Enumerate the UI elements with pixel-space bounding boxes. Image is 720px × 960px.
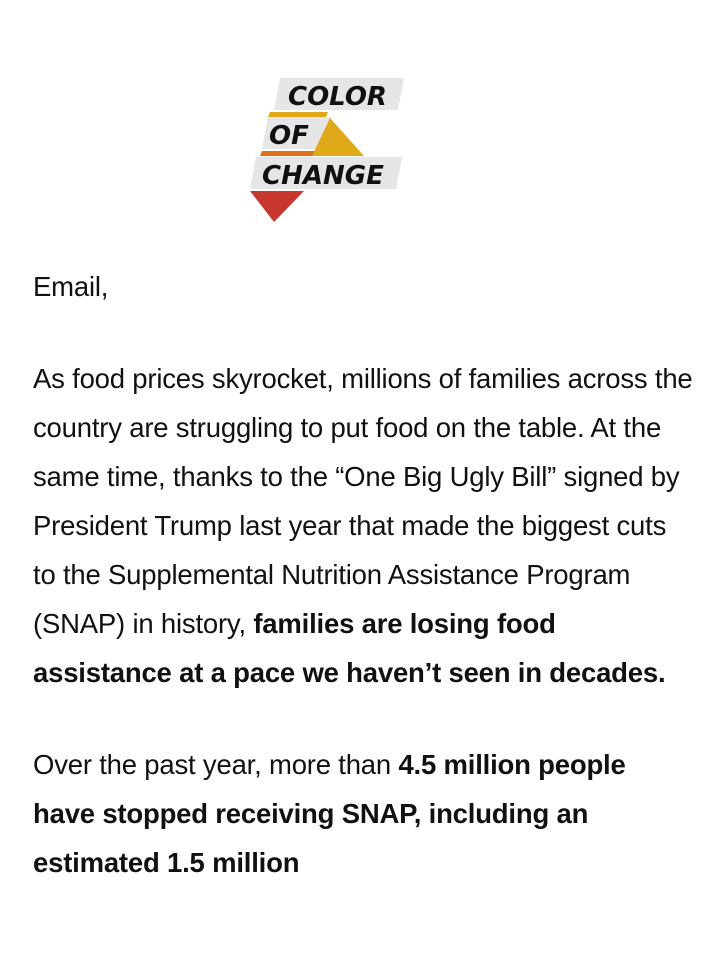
email-body xyxy=(33,262,693,887)
paragraph-1-bold: families are losing food assistance at a pace we haven’t seen in decades. xyxy=(33,608,666,688)
email-paragraph-1 xyxy=(33,354,693,697)
email-greeting: Email, xyxy=(33,271,109,302)
color-of-change-logo xyxy=(246,76,406,228)
logo-word-color: COLOR xyxy=(288,82,387,112)
logo-word-of: OF xyxy=(269,121,309,151)
logo-graphic xyxy=(246,76,406,228)
logo-accent-yellow-bar xyxy=(268,112,328,117)
paragraph-2-bold: 4.5 million people have stopped receiving SNAP, including an estimated 1.5 million xyxy=(33,749,626,878)
paragraph-1-text: As food prices skyrocket, millions of families across the country are struggling to put food on the table. At the same time, thanks to the “One Big Ugly Bill” signed by President Trump last year that made the biggest cuts to the Supplemental Nutrition Assistance Program (SNAP) in history, xyxy=(33,363,693,639)
logo-accent-orange-bar xyxy=(260,151,318,156)
logo-word-change: CHANGE xyxy=(262,161,384,191)
email-paragraph-2 xyxy=(33,740,693,887)
paragraph-2-text: Over the past year, more than xyxy=(33,749,391,780)
logo-red-triangle xyxy=(250,191,304,222)
